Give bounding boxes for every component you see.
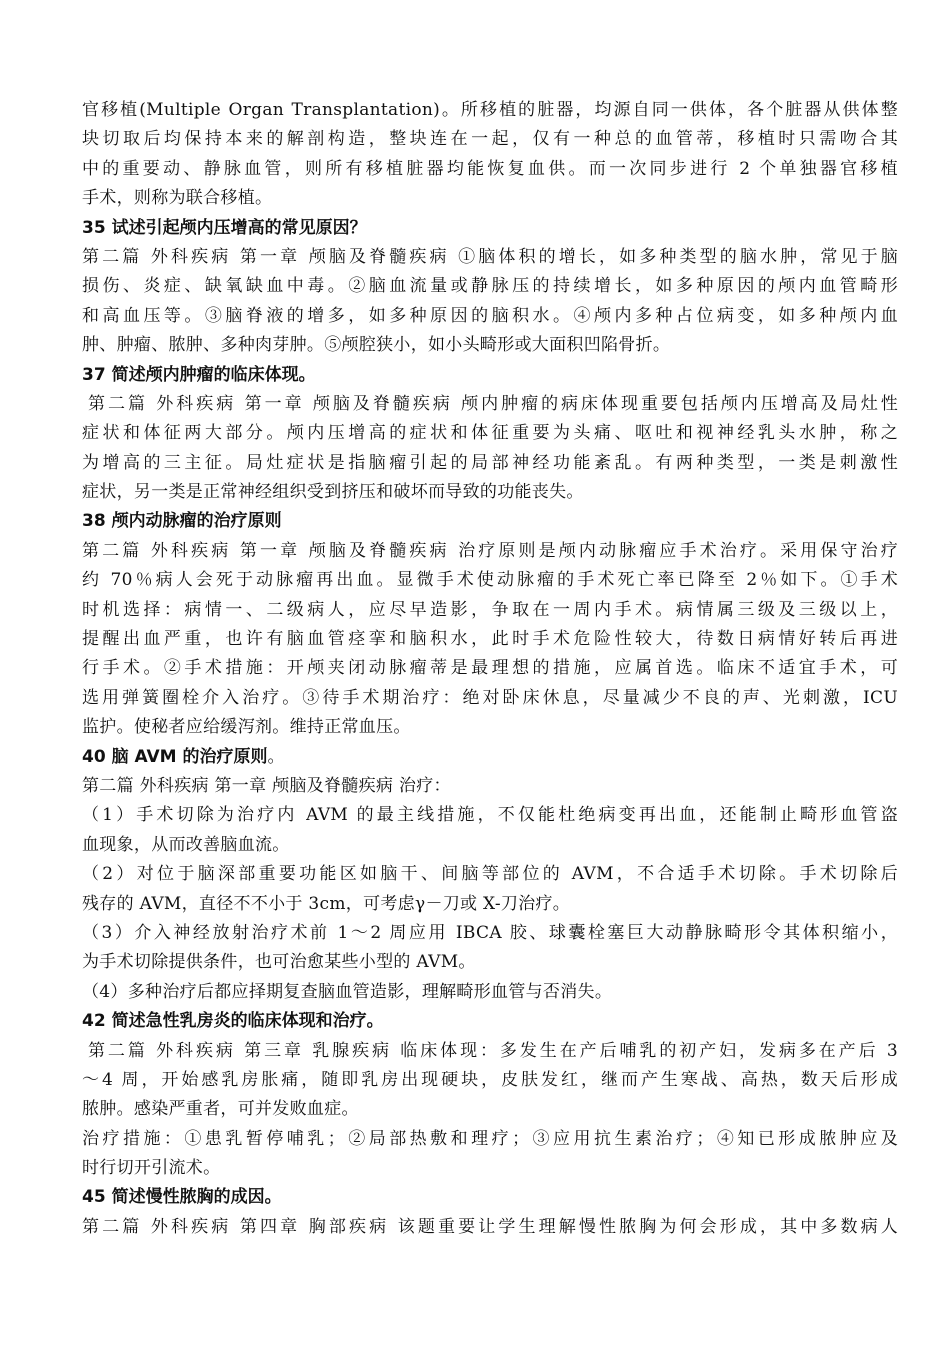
text-line: 治疗措施：①患乳暂停哺乳；②局部热敷和理疗；③应用抗生素治疗；④知已形成脓肿应及 [82,1128,898,1149]
paragraph [82,801,898,860]
text-line: （4）多种治疗后都应择期复查脑血管造影，理解畸形血管与否消失。 [82,981,613,1002]
section-heading-text: 40 脑 AVM 的治疗原则 [82,746,268,767]
text-line: 第二篇 外科疾病 第三章 乳腺疾病 临床体现：多发生在产后哺乳的初产妇，发病多在产后 3 [88,1040,898,1061]
text-line: 第二篇 外科疾病 第一章 颅脑及脊髓疾病 治疗原则是颅内动脉瘤应手术治疗。采用保守治疗 [82,540,898,561]
text-line: 第二篇 外科疾病 第一章 颅脑及脊髓疾病 ①脑体积的增长，如多种类型的脑水肿，常见于脑 [82,246,898,267]
text-line: 第二篇 外科疾病 第四章 胸部疾病 该题重要让学生理解慢性脓胸为何会形成，其中多数病人 [82,1216,898,1237]
text-line: 第二篇 外科疾病 第一章 颅脑及脊髓疾病 颅内肿瘤的病床体现重要包括颅内压增高及局灶性 [88,393,898,414]
section-heading-text: 45 简述慢性脓胸的成因。 [82,1187,282,1208]
paragraph [82,1125,898,1184]
text-line: 块切取后均保持本来的解剖构造，整块连在一起，仅有一种总的血管蒂，移植时只需吻合其 [82,129,898,150]
document-page [82,96,898,1242]
text-line: 和高血压等。③脑脊液的增多，如多种原因的脑积水。④颅内多种占位病变，如多种颅内血 [82,305,898,326]
text-line: 中的重要动、静脉血管，则所有移植脏器均能恢复血供。而一次同步进行 2 个单独器官移植 [82,158,898,179]
text-line: 脓肿。感染严重者，可并发败血症。 [82,1099,359,1120]
text-line: 监护。使秘者应给缓泻剂。维持正常血压。 [82,717,411,738]
section-heading-suffix: 。 [267,746,285,767]
paragraph [82,919,898,978]
text-line: 为增高的三主征。局灶症状是指脑瘤引起的局部神经功能紊乱。有两种类型，一类是刺激性 [82,452,898,473]
text-line: 官移植(Multiple Organ Transplantation)。所移植的脏器，均源自同一供体，各个脏器从供体整 [82,100,898,120]
section-heading-text: 35 试述引起颅内压增高的常见原因？ [82,217,367,238]
text-line: 时机选择：病情一、二级病人，应尽早造影，争取在一周内手术。病情属三级及三级以上， [82,599,898,620]
text-line: （3）介入神经放射治疗术前 1～2 周应用 IBCA 胶、球囊栓塞巨大动静脉畸形令其体积缩小， [82,922,898,943]
text-line: 提醒出血严重，也许有脑血管痉挛和脑积水，此时手术危险性较大，待数日病情好转后再进 [82,629,898,650]
section-heading-text: 37 简述颅内肿瘤的临床体现。 [82,364,316,385]
text-line: 手术，则称为联合移植。 [82,188,273,209]
text-line: 第二篇 外科疾病 第一章 颅脑及脊髓疾病 治疗： [82,775,451,796]
text-line: 时行切开引流术。 [82,1158,221,1179]
section-heading-text: 42 简述急性乳房炎的临床体现和治疗。 [82,1011,384,1032]
text-line: 行手术。②手术措施：开颅夹闭动脉瘤蒂是最理想的措施，应属首选。临床不适宜手术，可 [82,658,898,679]
text-line: 症状和体征两大部分。颅内压增高的症状和体征重要为头痛、呕吐和视神经乳头水肿，称之 [82,423,898,444]
paragraph [82,860,898,919]
text-line: 肿、肿瘤、脓肿、多种肉芽肿。⑤颅腔狭小，如小头畸形或大面积凹陷骨折。 [82,335,671,356]
text-line: ～4 周，开始感乳房胀痛，随即乳房出现硬块，皮肤发红，继而产生寒战、高热，数天后形成 [82,1069,898,1090]
section-heading [82,507,898,536]
text-line: 残存的 AVM，直径不不小于 3cm，可考虑γ－刀或 X-刀治疗。 [82,893,571,914]
text-line: 损伤、炎症、缺氧缺血中毒。②脑血流量或静脉压的持续增长，如多种原因的颅内血管畸形 [82,276,898,297]
paragraph [82,1213,898,1242]
text-line: 约 70％病人会死于动脉瘤再出血。显微手术使动脉瘤的手术死亡率已降至 2％如下。①手术 [82,570,898,591]
text-line: 为手术切除提供条件，也可治愈某些小型的 AVM。 [82,952,476,973]
paragraph [82,390,898,508]
text-line: 血现象，从而改善脑血流。 [82,834,290,855]
section-heading [82,361,898,390]
paragraph [82,243,898,361]
section-heading [82,743,898,772]
paragraph [82,978,898,1007]
text-line: 症状，另一类是正常神经组织受到挤压和破坏而导致的功能丧失。 [82,482,584,503]
text-line: 选用弹簧圈栓介入治疗。③待手术期治疗：绝对卧床休息，尽量减少不良的声、光刺激，ICU [82,687,898,708]
section-heading [82,1007,898,1036]
paragraph [82,537,898,743]
paragraph [82,96,898,214]
text-line: （1）手术切除为治疗内 AVM 的最主线措施，不仅能杜绝病变再出血，还能制止畸形血管盗 [82,805,898,826]
text-line: （2）对位于脑深部重要功能区如脑干、间脑等部位的 AVM，不合适手术切除。手术切除后 [82,864,898,885]
section-heading [82,1183,898,1212]
section-heading-text: 38 颅内动脉瘤的治疗原则 [82,511,282,532]
paragraph [82,1037,898,1125]
section-heading [82,214,898,243]
paragraph [82,772,898,801]
